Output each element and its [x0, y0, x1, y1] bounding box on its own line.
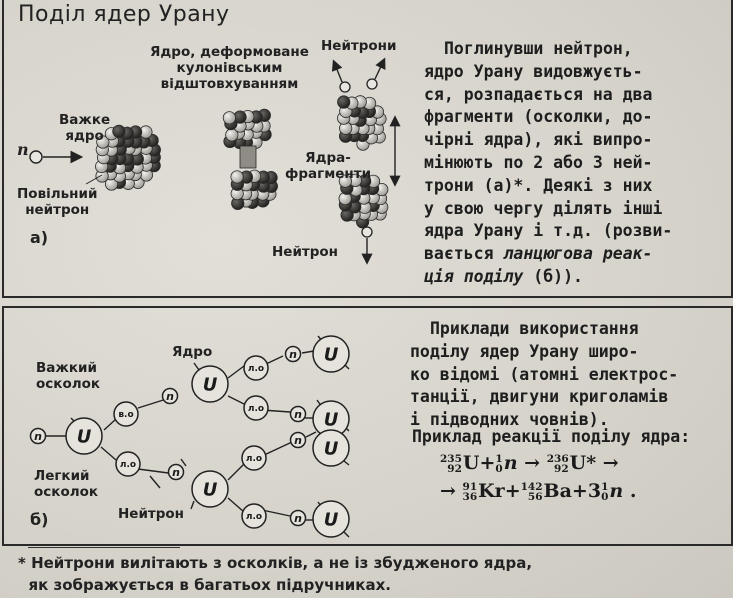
chain-link — [228, 366, 244, 378]
svg-text:л.о: л.о — [247, 364, 265, 375]
fragment-nucleus-bottom — [339, 174, 388, 228]
tick — [344, 532, 349, 537]
chain-link — [266, 356, 283, 364]
svg-text:U: U — [76, 426, 92, 448]
label-heavy-fragment: Важкий осколок — [36, 360, 101, 392]
light-fragment — [116, 452, 140, 476]
nucleon — [231, 171, 243, 183]
uranium-nucleus — [313, 501, 349, 537]
svg-text:л.о: л.о — [245, 454, 263, 465]
neutron — [169, 465, 184, 480]
slow-neutron-particle — [30, 151, 42, 163]
page-title: Поділ ядер Урану — [18, 2, 230, 27]
label-n: n — [17, 140, 29, 159]
uranium-nucleus — [192, 471, 228, 507]
label-neutrons: Нейтрони — [321, 38, 397, 54]
chain-link — [228, 464, 244, 480]
label-deformed-nucleus: Ядро, деформоване кулонівським відштовхуванням — [150, 44, 309, 92]
uranium-nucleus — [66, 418, 102, 454]
light-fragment — [244, 356, 268, 380]
chain-link — [104, 419, 116, 430]
paragraph-applications: Приклади використання поділу ядер Урану широ- ко відомі (атомні електрос- танції, двигуни криголамів і підводних човнів). — [410, 319, 679, 430]
neutron-particle — [367, 79, 377, 89]
deformed-nucleus-top — [223, 109, 271, 168]
svg-text:л.о: л.о — [119, 460, 137, 471]
label-neutron: Нейтрон — [272, 244, 339, 260]
neutron — [291, 511, 306, 526]
part-label-a: а) — [30, 228, 49, 247]
svg-text:n: n — [294, 407, 302, 421]
svg-text:U: U — [323, 409, 339, 431]
fragment-nucleus-top — [337, 96, 386, 151]
tick — [194, 363, 199, 370]
svg-text:U: U — [323, 344, 339, 366]
neutron-particle — [340, 82, 350, 92]
svg-text:U: U — [323, 509, 339, 531]
nucleon — [223, 112, 235, 124]
paragraph-fission-description: Поглинувши нейтрон, ядро Урану видовжуєть- ся, розпадається на два фрагменти (осколки, до- чірні ядра), які випро- мінюють по 2 або 3 ней- трони (а)*. Деякі з них у свою чергу ділять інші ядра Урану і т.д. (розви- вається ланцюгова реак- ція поділу (б)). — [424, 39, 673, 286]
chain-link — [262, 442, 292, 456]
neutron-arrow — [375, 60, 384, 79]
neutron-particle — [362, 227, 372, 237]
svg-text:U: U — [202, 479, 218, 501]
chain-link — [228, 396, 244, 404]
light-fragment — [242, 504, 266, 528]
tick — [181, 459, 186, 466]
reaction-equation-line-2: → 91 36 Kr+ 142 56 Ba+3 1 0 n . — [440, 480, 637, 503]
chain-link — [228, 498, 244, 512]
chain-link — [302, 351, 314, 353]
svg-text:U: U — [323, 438, 339, 460]
tick — [191, 501, 194, 509]
svg-text:U: U — [202, 374, 218, 396]
label-heavy-nucleus: Важке ядро — [59, 112, 111, 144]
nucleon — [113, 125, 125, 137]
neutron-arrow — [334, 62, 342, 82]
part-label-b: б) — [30, 510, 49, 529]
neutron — [291, 407, 306, 422]
chain-link — [150, 476, 160, 488]
label-neutron-b: Нейтрон — [118, 506, 185, 522]
uranium-nucleus — [313, 430, 349, 466]
term-chain-reaction: ланцюгова реак- — [503, 244, 653, 264]
deformed-nucleus-bottom — [231, 170, 278, 210]
svg-text:n: n — [289, 347, 297, 361]
neutron — [31, 429, 46, 444]
label-fragments: Ядра- фрагменти — [285, 150, 372, 182]
label-slow-neutron: Повільний нейтрон — [17, 186, 98, 218]
neutron — [286, 347, 301, 362]
light-fragment — [244, 396, 268, 420]
svg-text:n: n — [294, 433, 302, 447]
svg-text:в.о: в.о — [118, 410, 134, 421]
chain-reaction-diagram-b — [0, 306, 400, 542]
uranium-nucleus — [313, 336, 349, 372]
svg-text:n: n — [294, 511, 302, 525]
svg-text:n: n — [172, 465, 180, 479]
svg-text:n: n — [166, 389, 174, 403]
nucleon — [338, 96, 350, 108]
footnote-rule — [28, 547, 180, 548]
uranium-nucleus — [192, 366, 228, 402]
reaction-heading: Приклад реакції поділу ядра: — [412, 427, 691, 446]
chain-link — [306, 432, 316, 437]
label-nucleus: Ядро — [172, 344, 213, 360]
neutron — [163, 389, 178, 404]
chain-link — [101, 447, 116, 460]
svg-text:л.о: л.о — [245, 512, 263, 523]
heavy-fragment — [114, 402, 138, 426]
footnote: * Нейтрони вилітають з осколків, а не із збудженого ядра, як зображується в багатьох підручниках. — [18, 554, 533, 594]
reaction-equation-line-1: 235 92 U+ 1 0 n → 236 92 U* → — [440, 452, 619, 475]
light-fragment — [242, 446, 266, 470]
neck — [240, 146, 256, 168]
tick — [344, 461, 349, 465]
neutron — [291, 433, 306, 448]
svg-text:n: n — [34, 429, 42, 443]
svg-text:л.о: л.о — [247, 404, 265, 415]
label-light-fragment: Легкий осколок — [34, 468, 99, 500]
